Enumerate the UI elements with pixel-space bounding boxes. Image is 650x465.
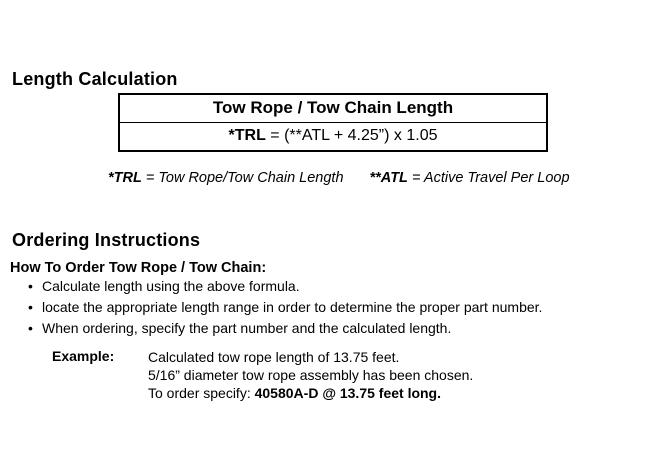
formula-table: [118, 93, 548, 152]
legend-term-atl: **ATL: [369, 170, 408, 186]
formula-trl-term: *TRL: [228, 127, 266, 144]
legend-definition-trl: = Tow Rope/Tow Chain Length: [141, 170, 344, 186]
how-to-order-subheading: How To Order Tow Rope / Tow Chain:: [10, 260, 267, 276]
example-line-3: [148, 384, 618, 402]
legend-term-trl: *TRL: [108, 170, 142, 186]
list-item: • Calculate length using the above formula.: [28, 278, 628, 295]
formula-cell: [119, 123, 547, 152]
list-item: • locate the appropriate length range in order to determine the proper part number.: [28, 299, 628, 316]
ordering-bullet-list: [28, 278, 628, 341]
table-row-formula: [119, 123, 547, 152]
legend: [108, 170, 608, 186]
formula-expression: = (**ATL + 4.25”) x 1.05: [265, 127, 438, 144]
table-row-title: [119, 94, 547, 123]
length-calculation-heading: Length Calculation: [12, 69, 178, 90]
example-line-2: 5/16” diameter tow rope assembly has been chosen.: [148, 367, 474, 383]
list-item: • When ordering, specify the part number and the calculated length.: [28, 320, 628, 337]
ordering-instructions-heading: Ordering Instructions: [12, 230, 201, 251]
example-order-prefix: To order specify:: [148, 385, 255, 401]
example-part-number: 40580A-D @ 13.75 feet long.: [254, 385, 441, 401]
example-line-1: Calculated tow rope length of 13.75 feet.: [148, 349, 400, 365]
formula-table-title: Tow Rope / Tow Chain Length: [119, 94, 547, 123]
example-text-block: [148, 348, 618, 402]
legend-definition-atl: = Active Travel Per Loop: [407, 170, 570, 186]
example-label: Example:: [52, 348, 115, 364]
